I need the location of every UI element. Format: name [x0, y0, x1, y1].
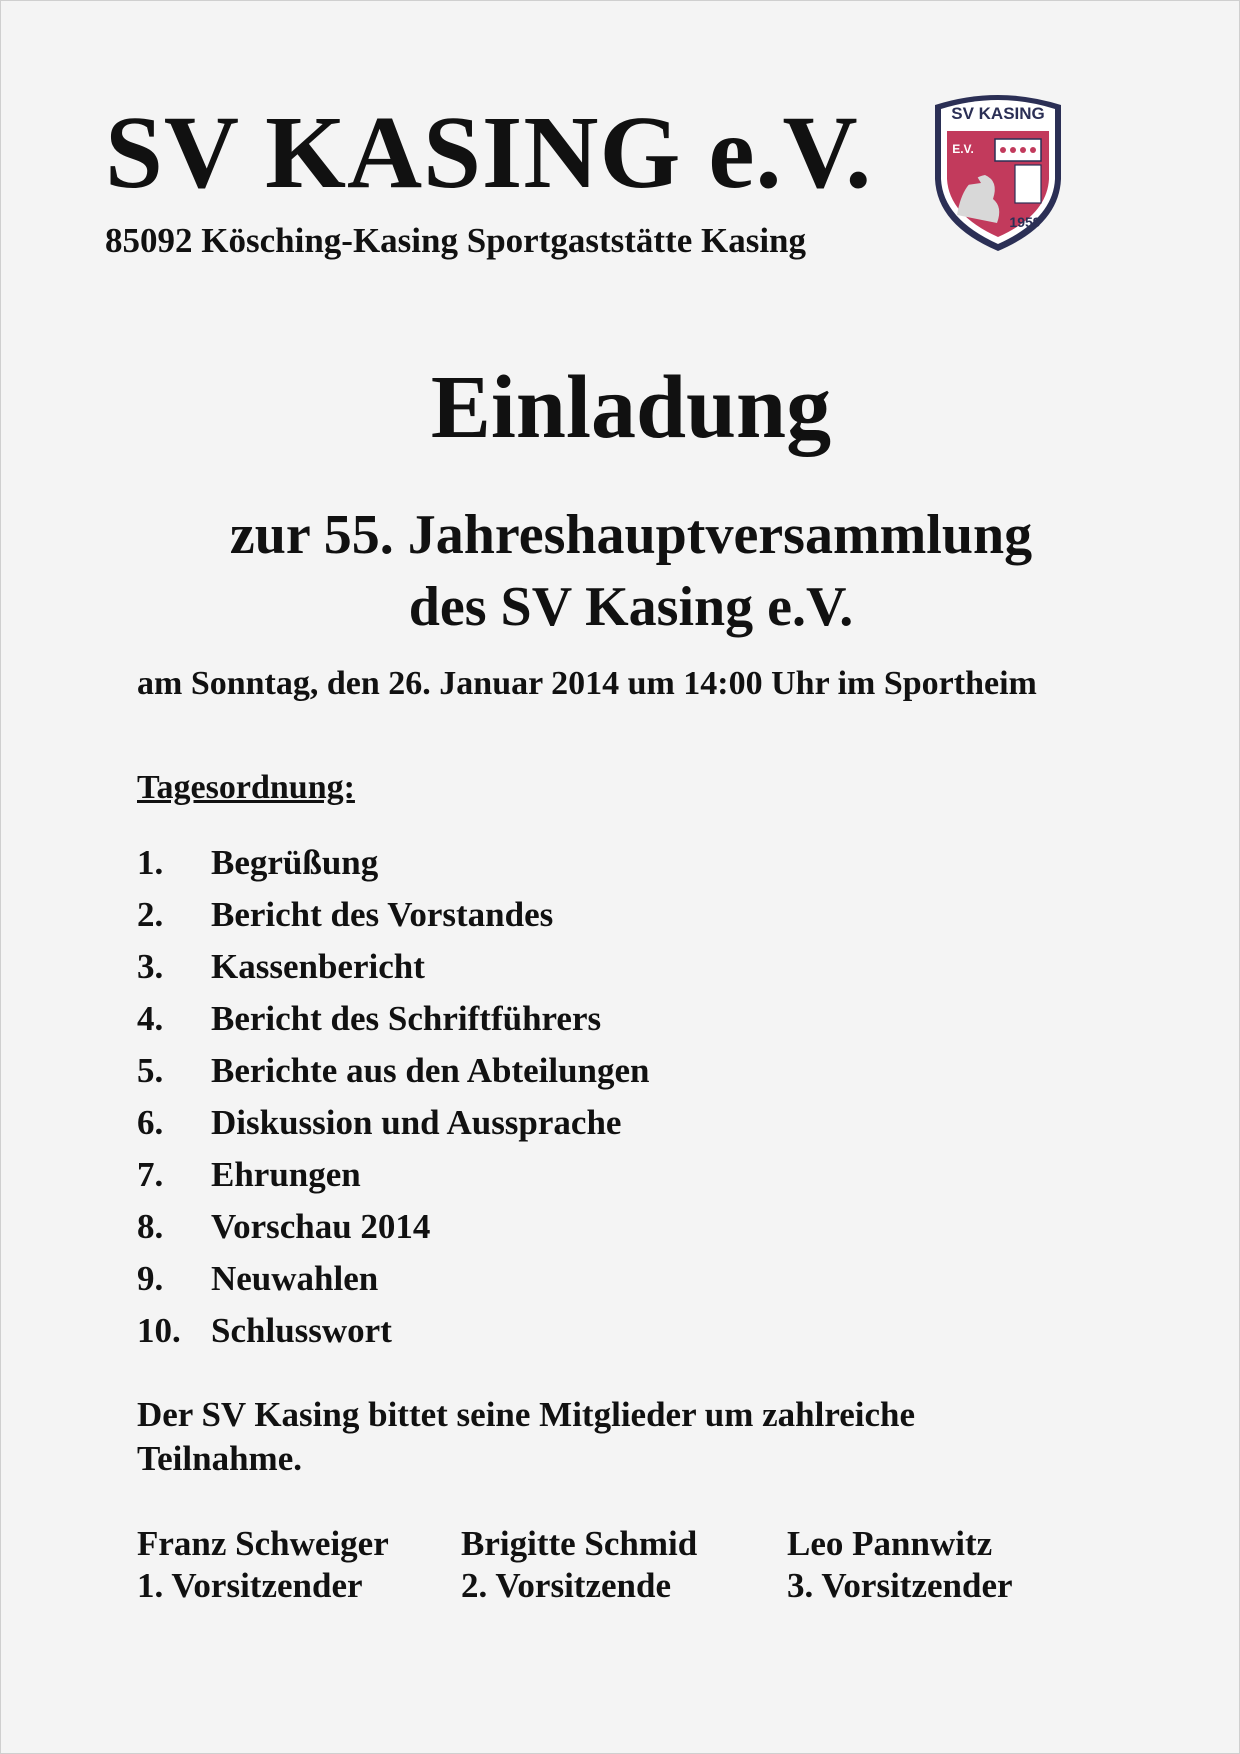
invitation-subtitle-line2: des SV Kasing e.V.	[408, 576, 854, 638]
crest-ev-text: E.V.	[952, 142, 974, 156]
agenda-item	[137, 1253, 650, 1305]
agenda-item-number: 6.	[137, 1103, 164, 1142]
agenda-item	[137, 1201, 650, 1253]
agenda-item-number: 3.	[137, 947, 164, 986]
agenda-item	[137, 1045, 650, 1097]
crest-year-text: 1959	[1009, 214, 1041, 230]
agenda-item	[137, 941, 650, 993]
club-name: SV KASING e.V.	[105, 95, 873, 210]
signature-role: 2. Vorsitzende	[461, 1566, 671, 1605]
agenda-item-number: 9.	[137, 1259, 164, 1298]
agenda-item	[137, 1149, 650, 1201]
agenda-item-text: Bericht des Vorstandes	[211, 895, 554, 934]
signature-role: 1. Vorsitzender	[137, 1566, 363, 1605]
crest-top-text: SV KASING	[951, 104, 1045, 123]
agenda-item-text: Schlusswort	[211, 1311, 392, 1350]
agenda-list	[137, 837, 650, 1357]
agenda-item	[137, 1305, 650, 1357]
agenda-item-text: Ehrungen	[211, 1155, 361, 1194]
agenda-item-text: Berichte aus den Abteilungen	[211, 1051, 650, 1090]
agenda-item-number: 5.	[137, 1051, 164, 1090]
closing-text: Der SV Kasing bittet seine Mitglieder um zahlreiche Teilnahme.	[137, 1395, 916, 1478]
invitation-title: Einladung	[430, 358, 832, 457]
agenda-heading: Tagesordnung:	[137, 769, 355, 806]
signature-role: 3. Vorsitzender	[787, 1566, 1013, 1605]
agenda-item-number: 4.	[137, 999, 164, 1038]
signature-name: Leo Pannwitz	[787, 1524, 993, 1563]
agenda-item	[137, 1097, 650, 1149]
agenda-item-text: Bericht des Schriftführers	[211, 999, 602, 1038]
signature-name: Franz Schweiger	[137, 1524, 389, 1563]
agenda-item	[137, 837, 650, 889]
agenda-item-text: Kassenbericht	[211, 947, 425, 986]
agenda-item-number: 2.	[137, 895, 164, 934]
signature-block	[137, 1523, 389, 1607]
signature-block	[461, 1523, 697, 1607]
agenda-item-text: Neuwahlen	[211, 1259, 379, 1298]
club-crest-logo	[923, 87, 1073, 255]
agenda-item-number: 1.	[137, 843, 164, 882]
signature-block	[787, 1523, 1013, 1607]
agenda-item-number: 7.	[137, 1155, 164, 1194]
signature-name: Brigitte Schmid	[461, 1524, 698, 1563]
agenda-item	[137, 993, 650, 1045]
invitation-subtitle-line1: zur 55. Jahreshauptversammlung	[229, 504, 1033, 566]
meeting-date-line: am Sonntag, den 26. Januar 2014 um 14:00 Uhr im Sportheim	[137, 665, 1037, 702]
club-address: 85092 Kösching-Kasing Sportgaststätte Kasing	[105, 221, 807, 260]
agenda-item-text: Vorschau 2014	[211, 1207, 431, 1246]
agenda-item-number: 8.	[137, 1207, 164, 1246]
agenda-item-number: 10.	[137, 1311, 181, 1350]
agenda-item	[137, 889, 650, 941]
agenda-item-text: Begrüßung	[211, 843, 379, 882]
agenda-item-text: Diskussion und Aussprache	[211, 1103, 622, 1142]
